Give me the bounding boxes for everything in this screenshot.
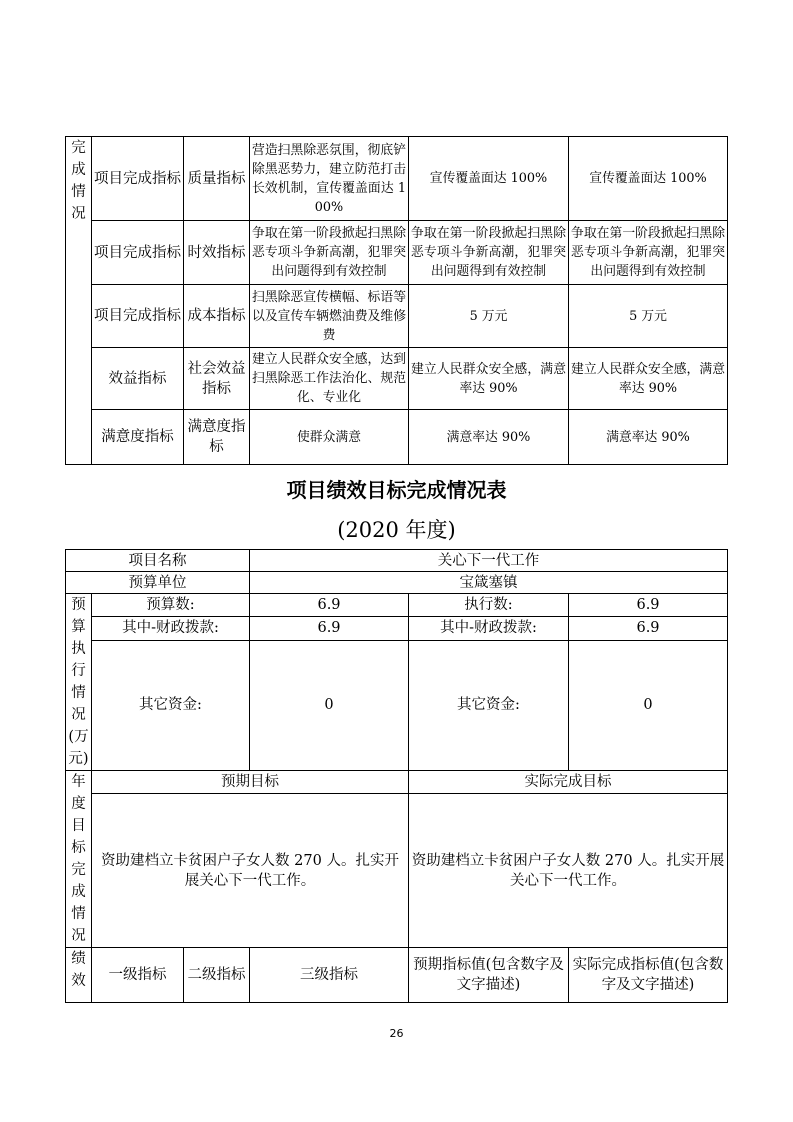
expected-value: 5 万元 [409,285,569,348]
level2-indicator: 满意度指标 [184,410,250,465]
budget-unit: 宝箴塞镇 [250,572,728,594]
budget-unit-label: 预算单位 [66,572,250,594]
performance-goal-table [65,549,728,1003]
project-name-label: 项目名称 [66,550,250,572]
expected-value: 争取在第一阶段掀起扫黑除恶专项斗争新高潮，犯罪突出问题得到有效控制 [409,221,569,285]
project-name: 关心下一代工作 [250,550,728,572]
budget-label: 预算数: [92,594,250,617]
level3-indicator: 建立人民群众安全感，达到扫黑除恶工作法治化、规范化、专业化 [250,348,409,410]
actual-value: 满意率达 90% [569,410,728,465]
level1-indicator: 项目完成指标 [92,221,184,285]
level3-indicator: 使群众满意 [250,410,409,465]
expected-value: 满意率达 90% [409,410,569,465]
fiscal-label: 其中-财政拨款: [92,617,250,640]
fiscal-value: 6.9 [569,617,728,640]
actual-value: 宣传覆盖面达 100% [569,137,728,221]
budget-value: 6.9 [250,594,409,617]
col-header-actual: 实际完成指标值(包含数字及文字描述) [569,948,728,1003]
other-funds-value: 0 [250,640,409,770]
expected-value: 建立人民群众安全感，满意率达 90% [409,348,569,410]
expected-goal: 资助建档立卡贫困户子女人数 270 人。扎实开展关心下一代工作。 [92,794,409,948]
section-label-budget: 预算执行情况(万元) [66,594,92,771]
section-label-annual: 年度目标完成情况 [66,771,92,948]
level2-indicator: 时效指标 [184,221,250,285]
other-funds-label: 其它资金: [92,640,250,770]
executed-value: 6.9 [569,594,728,617]
col-header-level2: 二级指标 [184,948,250,1003]
indicator-table-continued [65,136,728,465]
fiscal-label: 其中-财政拨款: [409,617,569,640]
other-funds-value: 0 [569,640,728,770]
level3-indicator: 争取在第一阶段掀起扫黑除恶专项斗争新高潮，犯罪突出问题得到有效控制 [250,221,409,285]
section-label-completion: 完成情况 [66,137,92,465]
level2-indicator: 质量指标 [184,137,250,221]
actual-goal: 资助建档立卡贫困户子女人数 270 人。扎实开展关心下一代工作。 [409,794,728,948]
col-header-level3: 三级指标 [250,948,409,1003]
level1-indicator: 项目完成指标 [92,285,184,348]
fiscal-value: 6.9 [250,617,409,640]
actual-value: 5 万元 [569,285,728,348]
actual-value: 建立人民群众安全感，满意率达 90% [569,348,728,410]
level1-indicator: 满意度指标 [92,410,184,465]
level1-indicator: 项目完成指标 [92,137,184,221]
level1-indicator: 效益指标 [92,348,184,410]
page-subtitle: (2020 年度) [337,518,456,542]
page-title: 项目绩效目标完成情况表 [286,478,507,502]
level2-indicator: 社会效益指标 [184,348,250,410]
col-header-level1: 一级指标 [92,948,184,1003]
expected-goal-label: 预期目标 [92,771,409,794]
section-label-performance: 绩效 [66,948,92,1003]
level3-indicator: 扫黑除恶宣传横幅、标语等以及宣传车辆燃油费及维修费 [250,285,409,348]
actual-goal-label: 实际完成目标 [409,771,728,794]
level2-indicator: 成本指标 [184,285,250,348]
expected-value: 宣传覆盖面达 100% [409,137,569,221]
page-number: 26 [389,1027,404,1040]
col-header-expected: 预期指标值(包含数字及文字描述) [409,948,569,1003]
level3-indicator: 营造扫黑除恶氛围，彻底铲除黑恶势力，建立防范打击长效机制，宣传覆盖面达 100% [250,137,409,221]
executed-label: 执行数: [409,594,569,617]
actual-value: 争取在第一阶段掀起扫黑除恶专项斗争新高潮，犯罪突出问题得到有效控制 [569,221,728,285]
other-funds-label: 其它资金: [409,640,569,770]
